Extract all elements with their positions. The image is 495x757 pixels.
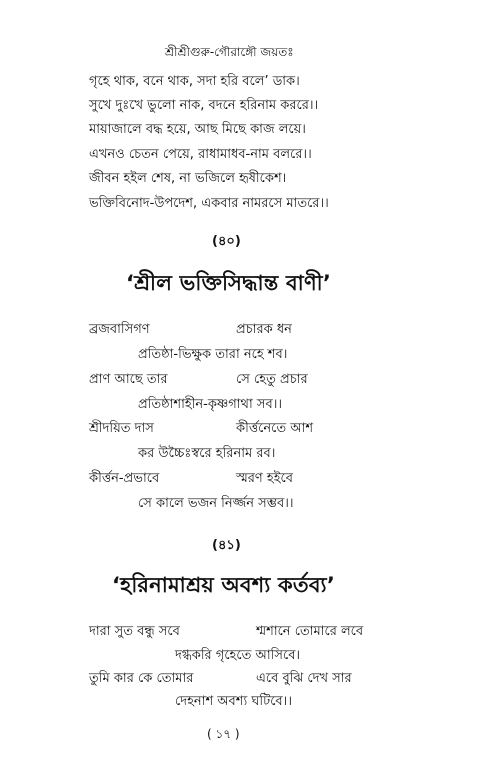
verse-left: কীর্ত্তন-প্রভাবে [89,471,160,486]
page-number: ( ১৭ ) [207,727,240,741]
verse-right: সে হেতু প্রচার [236,372,308,387]
poem-line: এখনও চেতন পেয়ে, রাধামাধব-নাম বলরে।। [89,147,312,162]
verse-left: শ্রীদয়িত দাস [89,421,154,436]
verse-left: তুমি কার কে তোমার [89,671,194,686]
poem-line: মায়াজালে বদ্ধ হয়ে, আছ মিছে কাজ লয়ে। [89,122,306,137]
song-number: (৪১) [212,538,241,553]
verse-right: শ্মশানে তোমারে লবে [256,624,364,639]
verse-line: কর উচ্চৈঃস্বরে হরিনাম রব। [138,446,276,461]
verse-left: প্রাণ আছে তার [89,372,168,387]
song-number: (৪০) [212,234,241,249]
verse-line: দেহনাশ অবশ্য ঘটিবে।। [175,694,292,709]
poem-line: সুখে দুঃখে ভুলো নাক, বদনে হরিনাম কররে।। [89,98,319,113]
verse-line: প্রতিষ্ঠা-ভিক্ষুক তারা নহে শব। [138,347,288,362]
verse-line: দগ্ধকরি গৃহেতে আসিবে। [175,648,301,663]
page-header: শ্রীশ্রীগুরু-গৌরাঙ্গৌ জয়তঃ [165,45,294,59]
verse-right: এবে বুঝি দেখ সার [256,671,352,686]
verse-right: প্রচারক ধন [236,322,292,337]
poem-line: ভক্তিবিনোদ-উপদেশ, একবার নামরসে মাতরে।। [89,196,329,211]
verse-line: সে কালে ভজন নির্জ্জন সম্ভব।। [138,496,294,511]
verse-left: ব্রজবাসিগণ [89,322,150,337]
verse-line: প্রতিষ্ঠাশাহীন-কৃষ্ণগাথা সব।। [138,397,282,412]
verse-left: দারা সুত বন্ধু সবে [89,624,180,639]
poem-line: জীবন হইল শেষ, না ভজিলে হৃষীকেশ। [89,171,287,186]
song-title: ‘শ্রীল ভক্তিসিদ্ধান্ত বাণী’ [126,271,332,295]
verse-right: স্মরণ হইবে [236,471,293,486]
poem-line: গৃহে থাক, বনে থাক, সদা হরি বলে’ ডাক। [89,74,300,89]
verse-right: কীর্ত্তনেতে আশ [236,421,314,436]
song-title: ‘হরিনামাশ্রয় অবশ্য কর্তব্য’ [112,573,335,597]
